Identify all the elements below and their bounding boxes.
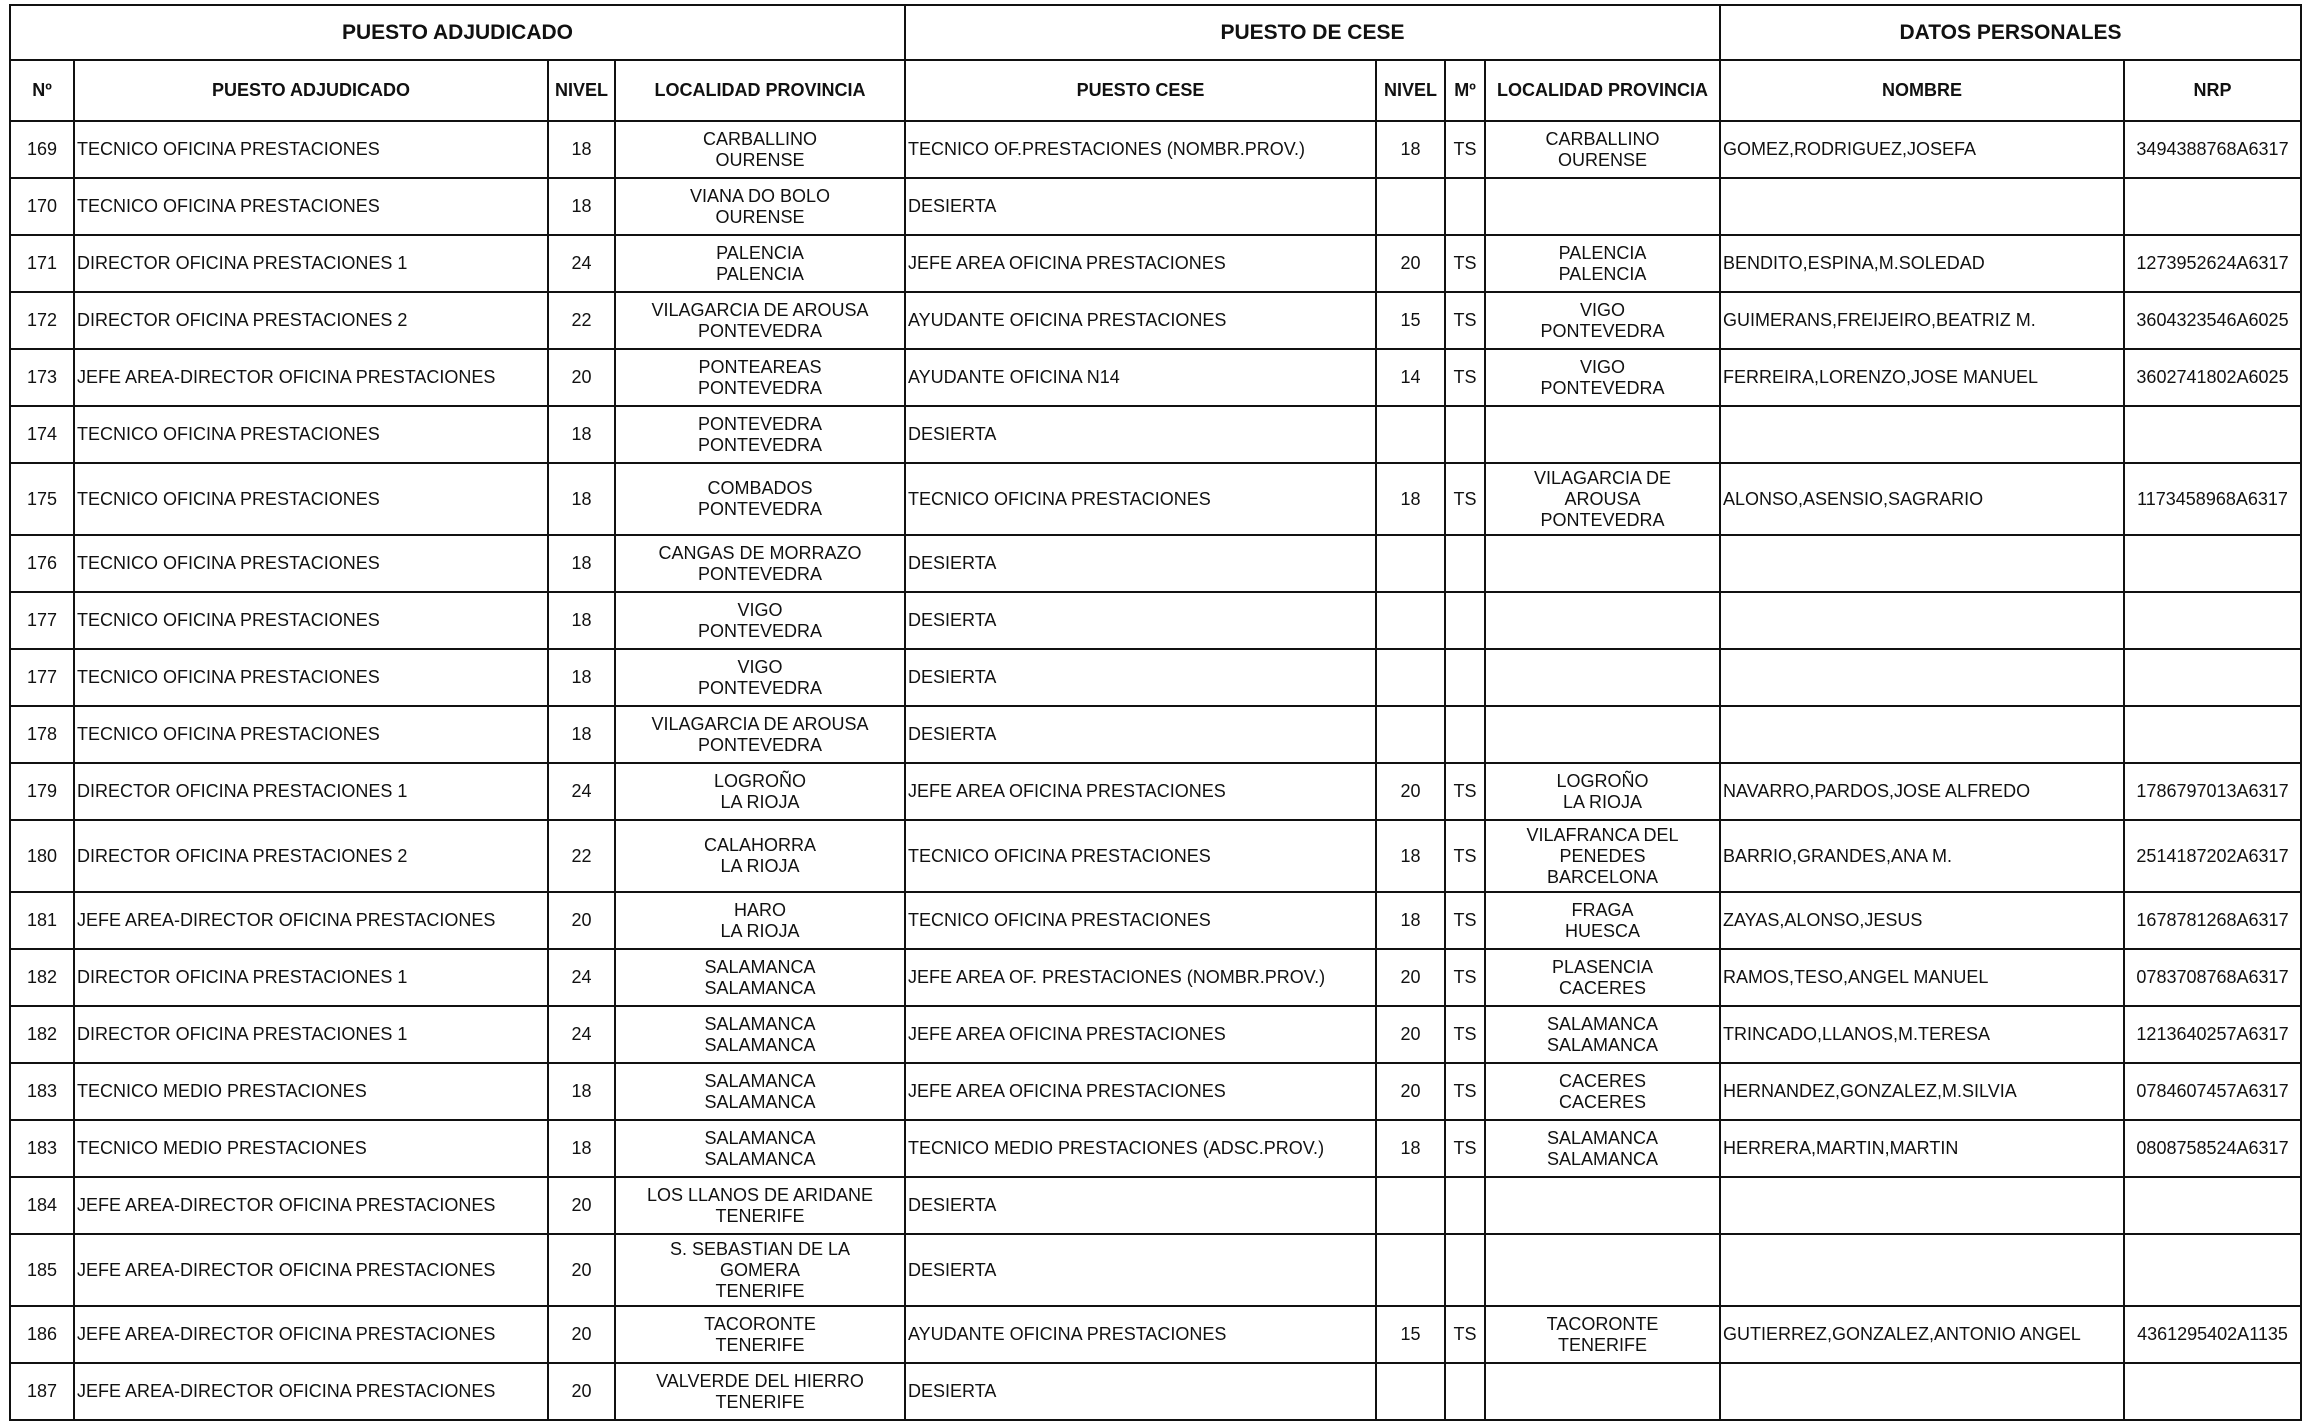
cell-m (1445, 1177, 1485, 1234)
cell-puesto: DIRECTOR OFICINA PRESTACIONES 2 (74, 292, 548, 349)
cell-localidad-cese: VILAGARCIA DE AROUSA PONTEVEDRA (1485, 463, 1720, 535)
cell-localidad-cese (1485, 1234, 1720, 1306)
cell-puesto: TECNICO OFICINA PRESTACIONES (74, 463, 548, 535)
table-row (10, 1177, 2301, 1234)
table-row (10, 1363, 2301, 1420)
cell-m: TS (1445, 892, 1485, 949)
cell-nivel-cese (1376, 649, 1445, 706)
cell-nrp: 0783708768A6317 (2124, 949, 2301, 1006)
cell-puesto: TECNICO OFICINA PRESTACIONES (74, 121, 548, 178)
cell-nrp: 1273952624A6317 (2124, 235, 2301, 292)
cell-nivel-cese: 15 (1376, 292, 1445, 349)
table-row (10, 178, 2301, 235)
cell-localidad-cese: PALENCIA PALENCIA (1485, 235, 1720, 292)
cell-localidad: VIGO PONTEVEDRA (615, 649, 905, 706)
cell-num: 175 (10, 463, 74, 535)
cell-nombre (1720, 592, 2124, 649)
cell-num: 172 (10, 292, 74, 349)
cell-nivel-cese: 18 (1376, 121, 1445, 178)
cell-nivel-cese: 18 (1376, 892, 1445, 949)
cell-nrp: 0808758524A6317 (2124, 1120, 2301, 1177)
cell-localidad: VIANA DO BOLO OURENSE (615, 178, 905, 235)
col-header-nivel: NIVEL (548, 60, 615, 121)
cell-nombre: GUTIERREZ,GONZALEZ,ANTONIO ANGEL (1720, 1306, 2124, 1363)
cell-nombre: RAMOS,TESO,ANGEL MANUEL (1720, 949, 2124, 1006)
cell-puesto: TECNICO MEDIO PRESTACIONES (74, 1120, 548, 1177)
cell-localidad-cese: SALAMANCA SALAMANCA (1485, 1006, 1720, 1063)
cell-localidad: HARO LA RIOJA (615, 892, 905, 949)
cell-localidad: CARBALLINO OURENSE (615, 121, 905, 178)
col-header-nivel-cese: NIVEL (1376, 60, 1445, 121)
cell-nivel: 20 (548, 349, 615, 406)
cell-puesto: JEFE AREA-DIRECTOR OFICINA PRESTACIONES (74, 1363, 548, 1420)
cell-nombre: FERREIRA,LORENZO,JOSE MANUEL (1720, 349, 2124, 406)
cell-m: TS (1445, 1306, 1485, 1363)
adjudication-table (9, 4, 2302, 1421)
cell-puesto-cese: DESIERTA (905, 592, 1376, 649)
cell-puesto-cese: TECNICO OF.PRESTACIONES (NOMBR.PROV.) (905, 121, 1376, 178)
cell-localidad-cese (1485, 535, 1720, 592)
cell-nombre: ZAYAS,ALONSO,JESUS (1720, 892, 2124, 949)
cell-nombre (1720, 1177, 2124, 1234)
cell-puesto: TECNICO OFICINA PRESTACIONES (74, 649, 548, 706)
cell-nombre (1720, 535, 2124, 592)
table-row (10, 892, 2301, 949)
cell-puesto-cese: JEFE AREA OF. PRESTACIONES (NOMBR.PROV.) (905, 949, 1376, 1006)
cell-m: TS (1445, 1063, 1485, 1120)
cell-puesto-cese: DESIERTA (905, 178, 1376, 235)
cell-nivel: 18 (548, 592, 615, 649)
cell-puesto: TECNICO MEDIO PRESTACIONES (74, 1063, 548, 1120)
cell-localidad: S. SEBASTIAN DE LA GOMERA TENERIFE (615, 1234, 905, 1306)
cell-nrp (2124, 1177, 2301, 1234)
cell-nombre (1720, 178, 2124, 235)
cell-nivel-cese (1376, 535, 1445, 592)
table-row (10, 706, 2301, 763)
cell-puesto: JEFE AREA-DIRECTOR OFICINA PRESTACIONES (74, 1177, 548, 1234)
cell-puesto: TECNICO OFICINA PRESTACIONES (74, 535, 548, 592)
cell-puesto: TECNICO OFICINA PRESTACIONES (74, 406, 548, 463)
cell-puesto: DIRECTOR OFICINA PRESTACIONES 1 (74, 235, 548, 292)
cell-localidad-cese (1485, 706, 1720, 763)
cell-puesto: JEFE AREA-DIRECTOR OFICINA PRESTACIONES (74, 1306, 548, 1363)
cell-puesto-cese: TECNICO OFICINA PRESTACIONES (905, 892, 1376, 949)
cell-nivel: 20 (548, 1234, 615, 1306)
cell-nivel-cese: 14 (1376, 349, 1445, 406)
cell-localidad-cese: VIGO PONTEVEDRA (1485, 349, 1720, 406)
cell-nivel-cese: 18 (1376, 1120, 1445, 1177)
cell-nivel-cese: 20 (1376, 1063, 1445, 1120)
cell-num: 182 (10, 949, 74, 1006)
cell-nombre (1720, 1363, 2124, 1420)
cell-localidad-cese (1485, 406, 1720, 463)
cell-num: 178 (10, 706, 74, 763)
cell-nivel-cese (1376, 1177, 1445, 1234)
cell-m: TS (1445, 1006, 1485, 1063)
cell-nombre: HERRERA,MARTIN,MARTIN (1720, 1120, 2124, 1177)
cell-puesto: DIRECTOR OFICINA PRESTACIONES 1 (74, 949, 548, 1006)
table-row (10, 235, 2301, 292)
cell-nivel-cese (1376, 178, 1445, 235)
cell-puesto: TECNICO OFICINA PRESTACIONES (74, 706, 548, 763)
cell-localidad: CALAHORRA LA RIOJA (615, 820, 905, 892)
cell-localidad: SALAMANCA SALAMANCA (615, 949, 905, 1006)
cell-nombre (1720, 649, 2124, 706)
cell-puesto-cese: DESIERTA (905, 406, 1376, 463)
cell-nivel: 18 (548, 121, 615, 178)
cell-num: 174 (10, 406, 74, 463)
cell-m: TS (1445, 349, 1485, 406)
table-row (10, 1234, 2301, 1306)
cell-m (1445, 1363, 1485, 1420)
group-header-cese: PUESTO DE CESE (905, 5, 1720, 60)
cell-nivel: 24 (548, 235, 615, 292)
cell-nombre: GUIMERANS,FREIJEIRO,BEATRIZ M. (1720, 292, 2124, 349)
cell-num: 171 (10, 235, 74, 292)
col-header-m: Mº (1445, 60, 1485, 121)
cell-nivel-cese (1376, 706, 1445, 763)
cell-localidad: SALAMANCA SALAMANCA (615, 1120, 905, 1177)
cell-m (1445, 706, 1485, 763)
cell-nrp: 1678781268A6317 (2124, 892, 2301, 949)
cell-puesto-cese: DESIERTA (905, 706, 1376, 763)
cell-nrp (2124, 592, 2301, 649)
cell-num: 187 (10, 1363, 74, 1420)
cell-puesto-cese: JEFE AREA OFICINA PRESTACIONES (905, 1063, 1376, 1120)
cell-m: TS (1445, 949, 1485, 1006)
cell-num: 177 (10, 592, 74, 649)
table-row (10, 121, 2301, 178)
cell-m (1445, 649, 1485, 706)
cell-nivel-cese: 20 (1376, 235, 1445, 292)
cell-nrp: 4361295402A1135 (2124, 1306, 2301, 1363)
cell-m: TS (1445, 463, 1485, 535)
table-row (10, 349, 2301, 406)
cell-m (1445, 592, 1485, 649)
cell-localidad-cese (1485, 1363, 1720, 1420)
group-header-personales: DATOS PERSONALES (1720, 5, 2301, 60)
cell-nivel-cese (1376, 592, 1445, 649)
cell-nombre: BARRIO,GRANDES,ANA M. (1720, 820, 2124, 892)
cell-nrp: 3494388768A6317 (2124, 121, 2301, 178)
table-row (10, 406, 2301, 463)
cell-num: 169 (10, 121, 74, 178)
cell-localidad: VILAGARCIA DE AROUSA PONTEVEDRA (615, 706, 905, 763)
col-header-localidad-cese: LOCALIDAD PROVINCIA (1485, 60, 1720, 121)
group-header-adjudicado: PUESTO ADJUDICADO (10, 5, 905, 60)
cell-nivel: 18 (548, 1063, 615, 1120)
cell-nombre: TRINCADO,LLANOS,M.TERESA (1720, 1006, 2124, 1063)
cell-num: 177 (10, 649, 74, 706)
cell-localidad: PALENCIA PALENCIA (615, 235, 905, 292)
cell-puesto-cese: TECNICO MEDIO PRESTACIONES (ADSC.PROV.) (905, 1120, 1376, 1177)
cell-nombre: HERNANDEZ,GONZALEZ,M.SILVIA (1720, 1063, 2124, 1120)
cell-localidad: PONTEAREAS PONTEVEDRA (615, 349, 905, 406)
table-row (10, 1120, 2301, 1177)
cell-m (1445, 406, 1485, 463)
cell-localidad: VIGO PONTEVEDRA (615, 592, 905, 649)
cell-num: 170 (10, 178, 74, 235)
cell-localidad-cese: VILAFRANCA DEL PENEDES BARCELONA (1485, 820, 1720, 892)
cell-num: 182 (10, 1006, 74, 1063)
cell-nombre: ALONSO,ASENSIO,SAGRARIO (1720, 463, 2124, 535)
cell-nombre: NAVARRO,PARDOS,JOSE ALFREDO (1720, 763, 2124, 820)
cell-puesto-cese: JEFE AREA OFICINA PRESTACIONES (905, 235, 1376, 292)
col-header-nrp: NRP (2124, 60, 2301, 121)
cell-nivel-cese (1376, 1363, 1445, 1420)
cell-m: TS (1445, 763, 1485, 820)
table-row (10, 1006, 2301, 1063)
cell-puesto: TECNICO OFICINA PRESTACIONES (74, 178, 548, 235)
cell-localidad-cese: LOGROÑO LA RIOJA (1485, 763, 1720, 820)
cell-nivel: 20 (548, 1363, 615, 1420)
cell-puesto: DIRECTOR OFICINA PRESTACIONES 2 (74, 820, 548, 892)
cell-localidad-cese (1485, 178, 1720, 235)
cell-num: 180 (10, 820, 74, 892)
cell-m: TS (1445, 1120, 1485, 1177)
col-header-puesto-cese: PUESTO CESE (905, 60, 1376, 121)
cell-nivel: 20 (548, 1177, 615, 1234)
cell-localidad-cese (1485, 592, 1720, 649)
cell-nombre: BENDITO,ESPINA,M.SOLEDAD (1720, 235, 2124, 292)
cell-m: TS (1445, 292, 1485, 349)
cell-nrp: 1213640257A6317 (2124, 1006, 2301, 1063)
cell-localidad-cese: FRAGA HUESCA (1485, 892, 1720, 949)
cell-nrp (2124, 706, 2301, 763)
cell-puesto: JEFE AREA-DIRECTOR OFICINA PRESTACIONES (74, 892, 548, 949)
cell-num: 184 (10, 1177, 74, 1234)
cell-localidad-cese: TACORONTE TENERIFE (1485, 1306, 1720, 1363)
cell-puesto: TECNICO OFICINA PRESTACIONES (74, 592, 548, 649)
cell-localidad: CANGAS DE MORRAZO PONTEVEDRA (615, 535, 905, 592)
table-row (10, 463, 2301, 535)
cell-localidad-cese: SALAMANCA SALAMANCA (1485, 1120, 1720, 1177)
cell-localidad-cese: CACERES CACERES (1485, 1063, 1720, 1120)
cell-puesto: JEFE AREA-DIRECTOR OFICINA PRESTACIONES (74, 1234, 548, 1306)
cell-nivel: 20 (548, 1306, 615, 1363)
cell-nivel-cese: 20 (1376, 763, 1445, 820)
cell-nivel: 18 (548, 649, 615, 706)
cell-puesto-cese: TECNICO OFICINA PRESTACIONES (905, 463, 1376, 535)
cell-nivel: 24 (548, 949, 615, 1006)
cell-puesto-cese: AYUDANTE OFICINA N14 (905, 349, 1376, 406)
cell-puesto-cese: JEFE AREA OFICINA PRESTACIONES (905, 1006, 1376, 1063)
cell-puesto-cese: DESIERTA (905, 649, 1376, 706)
col-header-num: Nº (10, 60, 74, 121)
cell-nivel: 20 (548, 892, 615, 949)
cell-nivel: 18 (548, 535, 615, 592)
table-row (10, 820, 2301, 892)
table-row (10, 292, 2301, 349)
cell-nivel: 22 (548, 820, 615, 892)
col-header-localidad: LOCALIDAD PROVINCIA (615, 60, 905, 121)
cell-localidad: TACORONTE TENERIFE (615, 1306, 905, 1363)
cell-num: 179 (10, 763, 74, 820)
cell-nivel-cese: 18 (1376, 463, 1445, 535)
cell-num: 186 (10, 1306, 74, 1363)
cell-num: 183 (10, 1063, 74, 1120)
cell-nivel: 18 (548, 178, 615, 235)
cell-nivel-cese: 18 (1376, 820, 1445, 892)
col-header-nombre: NOMBRE (1720, 60, 2124, 121)
cell-puesto-cese: AYUDANTE OFICINA PRESTACIONES (905, 1306, 1376, 1363)
cell-m (1445, 535, 1485, 592)
cell-nivel: 18 (548, 406, 615, 463)
cell-nivel: 22 (548, 292, 615, 349)
cell-nivel-cese (1376, 406, 1445, 463)
cell-nombre (1720, 406, 2124, 463)
cell-puesto: DIRECTOR OFICINA PRESTACIONES 1 (74, 1006, 548, 1063)
cell-localidad: LOGROÑO LA RIOJA (615, 763, 905, 820)
cell-localidad-cese: PLASENCIA CACERES (1485, 949, 1720, 1006)
cell-nrp: 1173458968A6317 (2124, 463, 2301, 535)
cell-puesto-cese: JEFE AREA OFICINA PRESTACIONES (905, 763, 1376, 820)
table-row (10, 535, 2301, 592)
cell-puesto-cese: DESIERTA (905, 1234, 1376, 1306)
cell-num: 183 (10, 1120, 74, 1177)
cell-localidad: VALVERDE DEL HIERRO TENERIFE (615, 1363, 905, 1420)
table-row (10, 649, 2301, 706)
cell-localidad: VILAGARCIA DE AROUSA PONTEVEDRA (615, 292, 905, 349)
cell-localidad: PONTEVEDRA PONTEVEDRA (615, 406, 905, 463)
cell-nivel-cese: 20 (1376, 1006, 1445, 1063)
cell-nrp (2124, 535, 2301, 592)
cell-localidad: COMBADOS PONTEVEDRA (615, 463, 905, 535)
table-row (10, 763, 2301, 820)
table-row (10, 592, 2301, 649)
cell-nrp (2124, 1363, 2301, 1420)
col-header-puesto: PUESTO ADJUDICADO (74, 60, 548, 121)
cell-num: 181 (10, 892, 74, 949)
cell-puesto-cese: AYUDANTE OFICINA PRESTACIONES (905, 292, 1376, 349)
cell-m: TS (1445, 235, 1485, 292)
cell-num: 176 (10, 535, 74, 592)
cell-puesto: JEFE AREA-DIRECTOR OFICINA PRESTACIONES (74, 349, 548, 406)
cell-m (1445, 178, 1485, 235)
cell-nivel-cese (1376, 1234, 1445, 1306)
cell-nombre: GOMEZ,RODRIGUEZ,JOSEFA (1720, 121, 2124, 178)
cell-nivel-cese: 15 (1376, 1306, 1445, 1363)
cell-nivel: 18 (548, 706, 615, 763)
cell-localidad-cese: CARBALLINO OURENSE (1485, 121, 1720, 178)
table-row (10, 1063, 2301, 1120)
table-row (10, 1306, 2301, 1363)
cell-nivel: 18 (548, 1120, 615, 1177)
cell-nrp (2124, 178, 2301, 235)
cell-puesto: DIRECTOR OFICINA PRESTACIONES 1 (74, 763, 548, 820)
cell-nivel-cese: 20 (1376, 949, 1445, 1006)
cell-m (1445, 1234, 1485, 1306)
cell-nrp: 1786797013A6317 (2124, 763, 2301, 820)
cell-puesto-cese: DESIERTA (905, 535, 1376, 592)
cell-localidad: SALAMANCA SALAMANCA (615, 1063, 905, 1120)
cell-localidad-cese (1485, 649, 1720, 706)
cell-nrp: 0784607457A6317 (2124, 1063, 2301, 1120)
cell-localidad: SALAMANCA SALAMANCA (615, 1006, 905, 1063)
cell-nrp (2124, 1234, 2301, 1306)
cell-nrp: 2514187202A6317 (2124, 820, 2301, 892)
cell-nombre (1720, 1234, 2124, 1306)
cell-puesto-cese: DESIERTA (905, 1363, 1376, 1420)
cell-localidad-cese (1485, 1177, 1720, 1234)
cell-nombre (1720, 706, 2124, 763)
cell-nrp: 3604323546A6025 (2124, 292, 2301, 349)
cell-nrp (2124, 649, 2301, 706)
cell-nivel: 24 (548, 1006, 615, 1063)
cell-num: 185 (10, 1234, 74, 1306)
cell-localidad: LOS LLANOS DE ARIDANE TENERIFE (615, 1177, 905, 1234)
cell-nrp: 3602741802A6025 (2124, 349, 2301, 406)
cell-num: 173 (10, 349, 74, 406)
cell-puesto-cese: DESIERTA (905, 1177, 1376, 1234)
cell-localidad-cese: VIGO PONTEVEDRA (1485, 292, 1720, 349)
cell-nrp (2124, 406, 2301, 463)
cell-puesto-cese: TECNICO OFICINA PRESTACIONES (905, 820, 1376, 892)
cell-nivel: 18 (548, 463, 615, 535)
cell-nivel: 24 (548, 763, 615, 820)
table-row (10, 949, 2301, 1006)
cell-m: TS (1445, 820, 1485, 892)
cell-m: TS (1445, 121, 1485, 178)
